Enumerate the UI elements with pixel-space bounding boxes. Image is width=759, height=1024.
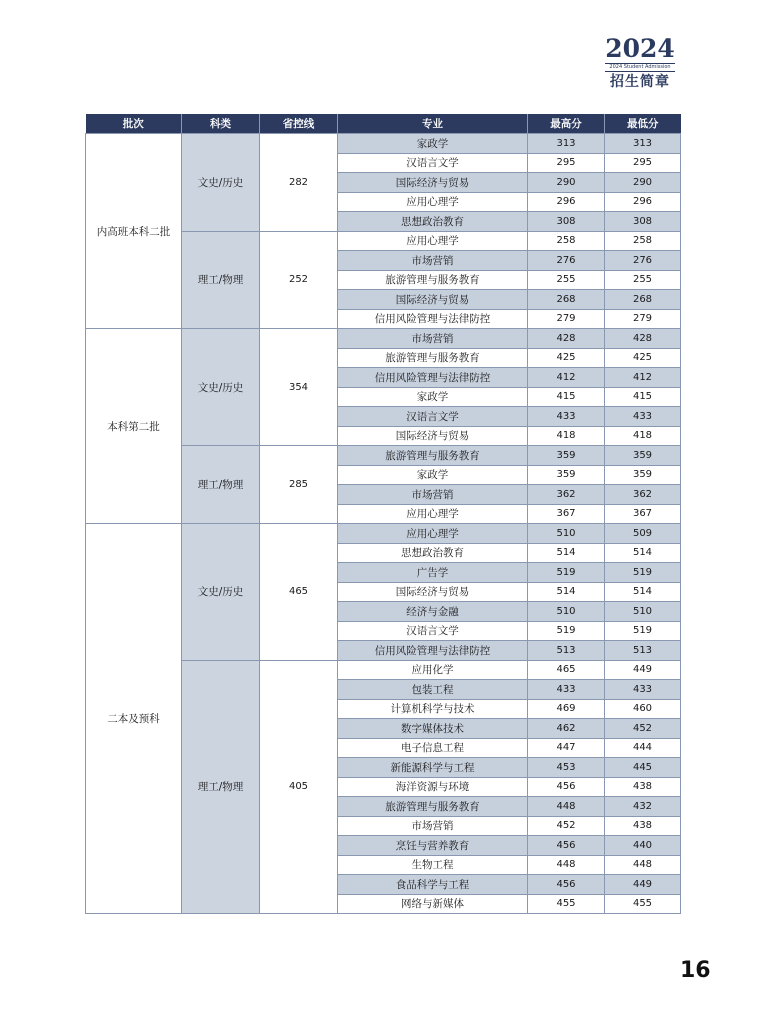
max-score-cell: 514 (528, 543, 605, 563)
major-cell: 经济与金融 (338, 602, 528, 622)
max-score-cell: 412 (528, 368, 605, 388)
table-body (86, 134, 681, 914)
major-cell: 家政学 (338, 387, 528, 407)
major-cell: 汉语言文学 (338, 153, 528, 173)
max-score-cell: 418 (528, 426, 605, 446)
max-score-cell: 313 (528, 134, 605, 154)
header-category: 科类 (182, 114, 260, 134)
max-score-cell: 452 (528, 816, 605, 836)
major-cell: 旅游管理与服务教育 (338, 797, 528, 817)
min-score-cell: 514 (605, 543, 681, 563)
max-score-cell: 296 (528, 192, 605, 212)
major-cell: 生物工程 (338, 855, 528, 875)
major-cell: 计算机科学与技术 (338, 699, 528, 719)
major-cell: 信用风险管理与法律防控 (338, 368, 528, 388)
control-line-cell: 405 (260, 660, 338, 914)
min-score-cell: 438 (605, 816, 681, 836)
min-score-cell: 455 (605, 894, 681, 914)
major-cell: 国际经济与贸易 (338, 173, 528, 193)
batch-cell: 二本及预科 (86, 524, 182, 914)
min-score-cell: 425 (605, 348, 681, 368)
min-score-cell: 367 (605, 504, 681, 524)
category-cell: 理工/物理 (182, 231, 260, 329)
min-score-cell: 510 (605, 602, 681, 622)
max-score-cell: 290 (528, 173, 605, 193)
min-score-cell: 509 (605, 524, 681, 544)
min-score-cell: 513 (605, 641, 681, 661)
major-cell: 包装工程 (338, 680, 528, 700)
brand-logo (605, 36, 675, 90)
major-cell: 思想政治教育 (338, 543, 528, 563)
min-score-cell: 433 (605, 407, 681, 427)
min-score-cell: 449 (605, 660, 681, 680)
max-score-cell: 510 (528, 602, 605, 622)
max-score-cell: 359 (528, 465, 605, 485)
min-score-cell: 448 (605, 855, 681, 875)
max-score-cell: 456 (528, 777, 605, 797)
max-score-cell: 456 (528, 836, 605, 856)
min-score-cell: 359 (605, 465, 681, 485)
max-score-cell: 433 (528, 680, 605, 700)
min-score-cell: 428 (605, 329, 681, 349)
max-score-cell: 425 (528, 348, 605, 368)
major-cell: 国际经济与贸易 (338, 426, 528, 446)
major-cell: 应用心理学 (338, 524, 528, 544)
control-line-cell: 252 (260, 231, 338, 329)
max-score-cell: 268 (528, 290, 605, 310)
max-score-cell: 255 (528, 270, 605, 290)
min-score-cell: 519 (605, 563, 681, 583)
major-cell: 网络与新媒体 (338, 894, 528, 914)
min-score-cell: 440 (605, 836, 681, 856)
page-number: 16 (680, 958, 711, 983)
major-cell: 市场营销 (338, 329, 528, 349)
major-cell: 市场营销 (338, 485, 528, 505)
major-cell: 烹饪与营养教育 (338, 836, 528, 856)
major-cell: 旅游管理与服务教育 (338, 348, 528, 368)
max-score-cell: 367 (528, 504, 605, 524)
table-header-row (86, 114, 681, 134)
min-score-cell: 258 (605, 231, 681, 251)
major-cell: 国际经济与贸易 (338, 582, 528, 602)
header-control-line: 省控线 (260, 114, 338, 134)
header-batch: 批次 (86, 114, 182, 134)
min-score-cell: 432 (605, 797, 681, 817)
max-score-cell: 362 (528, 485, 605, 505)
control-line-cell: 282 (260, 134, 338, 232)
min-score-cell: 460 (605, 699, 681, 719)
min-score-cell: 418 (605, 426, 681, 446)
max-score-cell: 308 (528, 212, 605, 232)
max-score-cell: 456 (528, 875, 605, 895)
major-cell: 旅游管理与服务教育 (338, 270, 528, 290)
max-score-cell: 455 (528, 894, 605, 914)
major-cell: 应用化学 (338, 660, 528, 680)
min-score-cell: 415 (605, 387, 681, 407)
max-score-cell: 510 (528, 524, 605, 544)
category-cell: 文史/历史 (182, 134, 260, 232)
max-score-cell: 448 (528, 855, 605, 875)
min-score-cell: 514 (605, 582, 681, 602)
header-min-score: 最低分 (605, 114, 681, 134)
brand-subtitle: 2024 Student Admission (605, 63, 675, 72)
min-score-cell: 279 (605, 309, 681, 329)
min-score-cell: 449 (605, 875, 681, 895)
max-score-cell: 462 (528, 719, 605, 739)
major-cell: 信用风险管理与法律防控 (338, 309, 528, 329)
max-score-cell: 433 (528, 407, 605, 427)
min-score-cell: 296 (605, 192, 681, 212)
max-score-cell: 453 (528, 758, 605, 778)
header-major: 专业 (338, 114, 528, 134)
control-line-cell: 285 (260, 446, 338, 524)
major-cell: 旅游管理与服务教育 (338, 446, 528, 466)
min-score-cell: 519 (605, 621, 681, 641)
max-score-cell: 295 (528, 153, 605, 173)
major-cell: 汉语言文学 (338, 407, 528, 427)
header-max-score: 最高分 (528, 114, 605, 134)
major-cell: 市场营销 (338, 816, 528, 836)
brand-year: 2024 (605, 34, 675, 63)
major-cell: 电子信息工程 (338, 738, 528, 758)
min-score-cell: 433 (605, 680, 681, 700)
table-row (86, 329, 681, 349)
min-score-cell: 438 (605, 777, 681, 797)
min-score-cell: 445 (605, 758, 681, 778)
min-score-cell: 268 (605, 290, 681, 310)
min-score-cell: 308 (605, 212, 681, 232)
min-score-cell: 444 (605, 738, 681, 758)
max-score-cell: 513 (528, 641, 605, 661)
batch-cell: 内高班本科二批 (86, 134, 182, 329)
control-line-cell: 465 (260, 524, 338, 661)
max-score-cell: 447 (528, 738, 605, 758)
category-cell: 理工/物理 (182, 660, 260, 914)
max-score-cell: 279 (528, 309, 605, 329)
max-score-cell: 519 (528, 621, 605, 641)
category-cell: 理工/物理 (182, 446, 260, 524)
min-score-cell: 290 (605, 173, 681, 193)
category-cell: 文史/历史 (182, 524, 260, 661)
max-score-cell: 258 (528, 231, 605, 251)
table-row (86, 524, 681, 544)
major-cell: 应用心理学 (338, 231, 528, 251)
major-cell: 家政学 (338, 465, 528, 485)
major-cell: 应用心理学 (338, 192, 528, 212)
major-cell: 新能源科学与工程 (338, 758, 528, 778)
max-score-cell: 448 (528, 797, 605, 817)
major-cell: 广告学 (338, 563, 528, 583)
major-cell: 食品科学与工程 (338, 875, 528, 895)
min-score-cell: 255 (605, 270, 681, 290)
major-cell: 海洋资源与环境 (338, 777, 528, 797)
max-score-cell: 428 (528, 329, 605, 349)
major-cell: 市场营销 (338, 251, 528, 271)
min-score-cell: 359 (605, 446, 681, 466)
major-cell: 汉语言文学 (338, 621, 528, 641)
category-cell: 文史/历史 (182, 329, 260, 446)
admission-score-table (85, 114, 681, 914)
max-score-cell: 519 (528, 563, 605, 583)
brand-name: 招生简章 (610, 74, 670, 90)
max-score-cell: 514 (528, 582, 605, 602)
max-score-cell: 276 (528, 251, 605, 271)
min-score-cell: 276 (605, 251, 681, 271)
min-score-cell: 295 (605, 153, 681, 173)
min-score-cell: 362 (605, 485, 681, 505)
min-score-cell: 313 (605, 134, 681, 154)
max-score-cell: 359 (528, 446, 605, 466)
major-cell: 信用风险管理与法律防控 (338, 641, 528, 661)
batch-cell: 本科第二批 (86, 329, 182, 524)
major-cell: 国际经济与贸易 (338, 290, 528, 310)
min-score-cell: 452 (605, 719, 681, 739)
major-cell: 思想政治教育 (338, 212, 528, 232)
min-score-cell: 412 (605, 368, 681, 388)
max-score-cell: 465 (528, 660, 605, 680)
control-line-cell: 354 (260, 329, 338, 446)
major-cell: 应用心理学 (338, 504, 528, 524)
max-score-cell: 469 (528, 699, 605, 719)
major-cell: 数字媒体技术 (338, 719, 528, 739)
major-cell: 家政学 (338, 134, 528, 154)
table-row (86, 134, 681, 154)
max-score-cell: 415 (528, 387, 605, 407)
